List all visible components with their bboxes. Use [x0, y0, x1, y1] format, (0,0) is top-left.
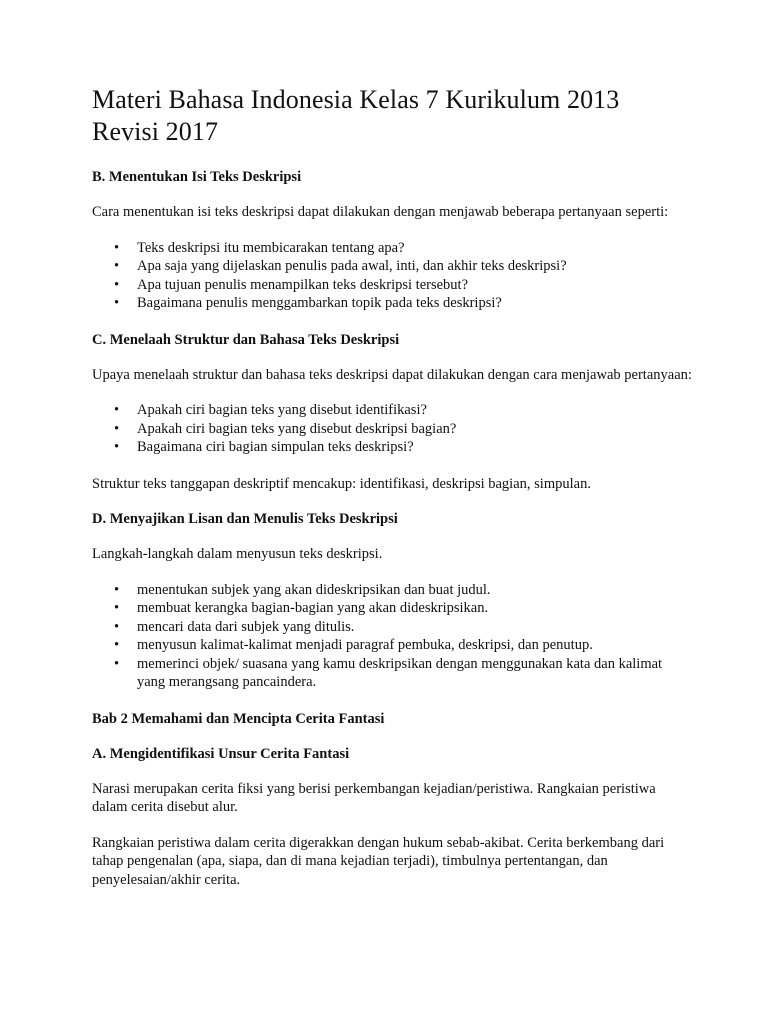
list-item-text: membuat kerangka bagian-bagian yang akan dideskripsikan.	[137, 600, 489, 616]
section-d-intro: Langkah-langkah dalam menyusun teks deskripsi.	[92, 546, 383, 562]
list-item	[92, 438, 692, 457]
list-item	[92, 636, 692, 655]
list-item-text: Bagaimana penulis menggambarkan topik pada teks deskripsi?	[137, 295, 502, 311]
bullet-icon: •	[114, 402, 120, 418]
list-item	[92, 294, 692, 313]
section-b-intro: Cara menentukan isi teks deskripsi dapat dilakukan dengan menjawab beberapa pertanyaan seperti:	[92, 204, 669, 220]
section-d-heading: D. Menyajikan Lisan dan Menulis Teks Deskripsi	[92, 511, 398, 527]
section-b-heading: B. Menentukan Isi Teks Deskripsi	[92, 169, 302, 185]
bullet-icon: •	[114, 420, 120, 437]
section-c-list	[92, 401, 692, 457]
list-item-text: Apakah ciri bagian teks yang disebut deskripsi bagian?	[137, 420, 457, 437]
bullet-icon: •	[114, 295, 120, 311]
bullet-icon: •	[114, 276, 120, 293]
section-a-paragraph-1: Narasi merupakan cerita fiksi yang berisi perkembangan kejadian/peristiwa. Rangkaian peristiwa dalam cerita disebut alur.	[92, 780, 656, 815]
section-b-list	[92, 239, 692, 313]
bullet-icon: •	[114, 439, 120, 455]
bullet-icon: •	[114, 655, 120, 672]
list-item-text: Bagaimana ciri bagian simpulan teks deskripsi?	[137, 439, 414, 455]
list-item-text: Teks deskripsi itu membicarakan tentang apa?	[137, 239, 405, 256]
list-item	[92, 618, 692, 637]
section-c-summary: Struktur teks tanggapan deskriptif mencakup: identifikasi, deskripsi bagian, simpulan.	[92, 475, 591, 492]
list-item	[92, 401, 692, 420]
section-d-list	[92, 581, 692, 692]
list-item	[92, 581, 692, 600]
list-item	[92, 420, 692, 439]
list-item-text: Apa saja yang dijelaskan penulis pada awal, inti, dan akhir teks deskripsi?	[137, 258, 567, 274]
list-item	[92, 276, 692, 295]
list-item	[92, 257, 692, 276]
document-page	[92, 84, 692, 906]
section-c-intro: Upaya menelaah struktur dan bahasa teks deskripsi dapat dilakukan dengan cara menjawab pertanyaan:	[92, 366, 692, 383]
list-item	[92, 599, 692, 618]
bullet-icon: •	[114, 618, 120, 635]
list-item-text: menyusun kalimat-kalimat menjadi paragraf pembuka, deskripsi, dan penutup.	[137, 637, 593, 653]
list-item-text: mencari data dari subjek yang ditulis.	[137, 618, 355, 635]
bullet-icon: •	[114, 239, 120, 256]
bullet-icon: •	[114, 581, 120, 598]
list-item	[92, 239, 692, 258]
chapter-2-heading: Bab 2 Memahami dan Mencipta Cerita Fantasi	[92, 710, 385, 727]
bullet-icon: •	[114, 637, 120, 653]
bullet-icon: •	[114, 258, 120, 274]
section-c-heading: C. Menelaah Struktur dan Bahasa Teks Deskripsi	[92, 331, 400, 348]
list-item	[92, 655, 692, 692]
section-a-paragraph-2: Rangkaian peristiwa dalam cerita digerakkan dengan hukum sebab-akibat. Cerita berkembang dari tahap pengenalan (apa, siapa, dan di mana kejadian terjadi), timbulnya pertentangan, dan penyelesaian/akhir cerita.	[92, 834, 665, 888]
list-item-text: Apa tujuan penulis menampilkan teks deskripsi tersebut?	[137, 276, 469, 293]
list-item-text: memerinci objek/ suasana yang kamu deskripsikan dengan menggunakan kata dan kalimat yang merangsang pancaindera.	[137, 655, 663, 690]
bullet-icon: •	[114, 600, 120, 616]
list-item-text: Apakah ciri bagian teks yang disebut identifikasi?	[137, 402, 427, 418]
document-title: Materi Bahasa Indonesia Kelas 7 Kurikulum 2013 Revisi 2017	[92, 85, 620, 146]
list-item-text: menentukan subjek yang akan dideskripsikan dan buat judul.	[137, 581, 491, 598]
section-a-heading: A. Mengidentifikasi Unsur Cerita Fantasi	[92, 745, 350, 762]
